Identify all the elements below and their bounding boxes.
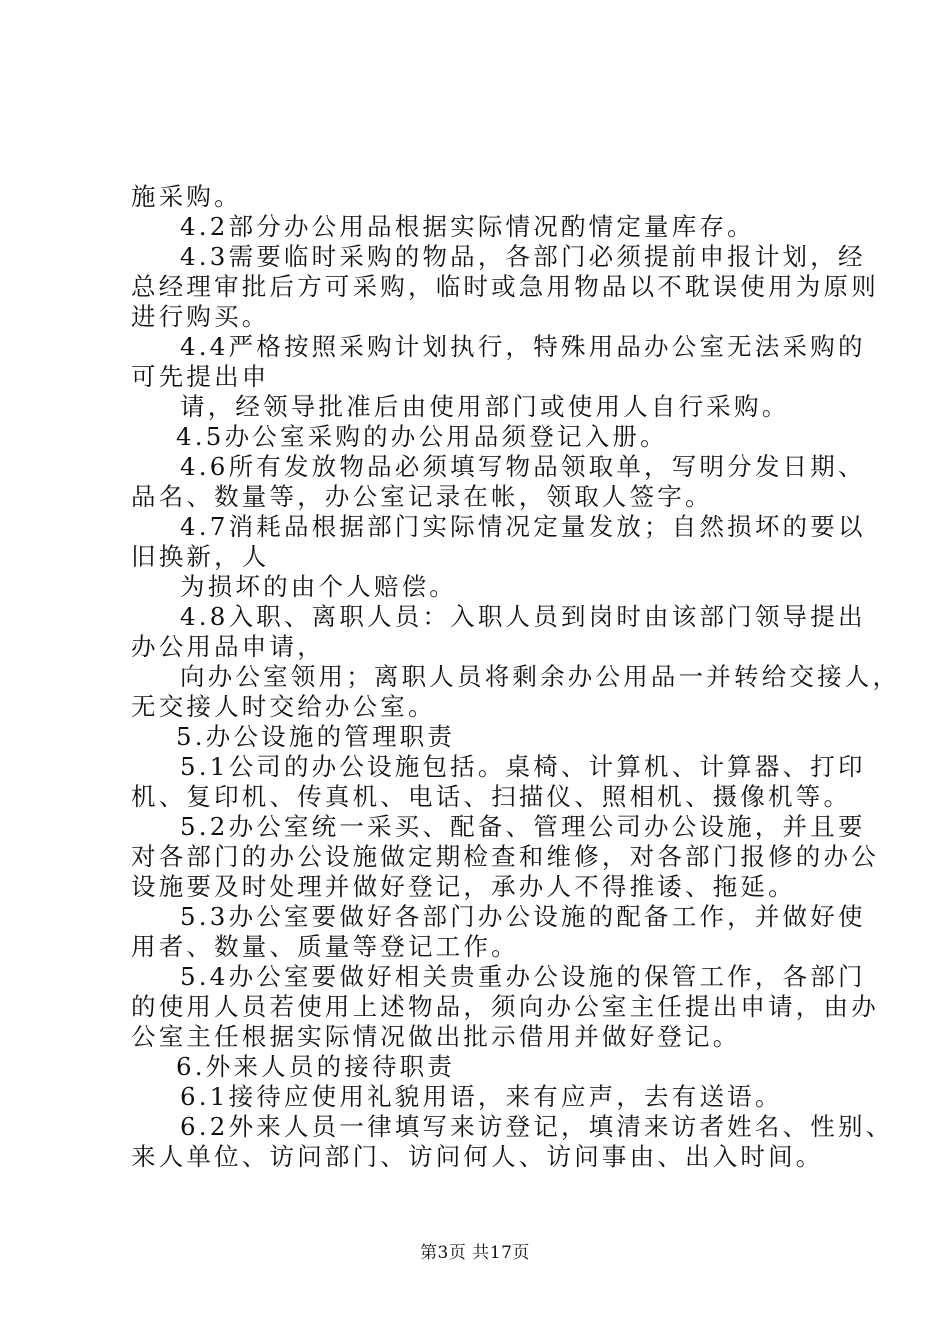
text-line: 4.2部分办公用品根据实际情况酌情定量库存。 xyxy=(180,212,755,241)
text-line: 可先提出申 xyxy=(131,362,270,391)
text-line: 4.8入职、离职人员：入职人员到岗时由该部门领导提出 xyxy=(180,602,866,631)
text-line: 无交接人时交给办公室。 xyxy=(131,692,436,721)
text-line: 请，经领导批准后由使用部门或使用人自行采购。 xyxy=(180,392,790,421)
text-line: 向办公室领用；离职人员将剩余办公用品一并转给交接人， xyxy=(180,662,901,691)
text-line: 旧换新，人 xyxy=(131,542,270,571)
text-line: 5.1公司的办公设施包括。桌椅、计算机、计算器、打印 xyxy=(180,752,866,781)
text-line: 品名、数量等，办公室记录在帐，领取人签字。 xyxy=(131,482,713,511)
text-line: 4.4严格按照采购计划执行，特殊用品办公室无法采购的 xyxy=(180,332,866,361)
section-heading: 6.外来人员的接待职责 xyxy=(176,1052,456,1081)
section-heading: 5.办公设施的管理职责 xyxy=(176,722,456,751)
text-line: 施采购。 xyxy=(131,182,242,211)
text-line: 4.3需要临时采购的物品，各部门必须提前申报计划，经 xyxy=(180,242,866,271)
text-line: 设施要及时处理并做好登记，承办人不得推诿、拖延。 xyxy=(131,872,796,901)
text-line: 的使用人员若使用上述物品，须向办公室主任提出申请，由办 xyxy=(131,992,879,1021)
text-line: 5.3办公室要做好各部门办公设施的配备工作，并做好使 xyxy=(180,902,866,931)
text-line: 4.6所有发放物品必须填写物品领取单，写明分发日期、 xyxy=(180,452,866,481)
text-line: 用者、数量、质量等登记工作。 xyxy=(131,932,519,961)
text-line: 来人单位、访问部门、访问何人、访问事由、出入时间。 xyxy=(131,1142,824,1171)
text-line: 4.5办公室采购的办公用品须登记入册。 xyxy=(176,422,668,451)
text-line: 办公用品申请， xyxy=(131,632,325,661)
text-line: 6.2外来人员一律填写来访登记，填清来访者姓名、性别、 xyxy=(180,1112,894,1141)
page-number-footer: 第3页 共17页 xyxy=(420,1243,530,1263)
text-line: 机、复印机、传真机、电话、扫描仪、照相机、摄像机等。 xyxy=(131,782,852,811)
text-line: 5.2办公室统一采买、配备、管理公司办公设施，并且要 xyxy=(180,812,866,841)
text-line: 总经理审批后方可采购，临时或急用物品以不耽误使用为原则 xyxy=(131,272,879,301)
text-line: 对各部门的办公设施做定期检查和维修，对各部门报修的办公 xyxy=(131,842,879,871)
text-line: 为损坏的由个人赔偿。 xyxy=(180,572,457,601)
text-line: 4.7消耗品根据部门实际情况定量发放；自然损坏的要以 xyxy=(180,512,866,541)
text-line: 进行购买。 xyxy=(131,302,270,331)
text-line: 6.1接待应使用礼貌用语，来有应声，去有送语。 xyxy=(180,1082,783,1111)
text-line: 5.4办公室要做好相关贵重办公设施的保管工作，各部门 xyxy=(180,962,866,991)
text-line: 公室主任根据实际情况做出批示借用并做好登记。 xyxy=(131,1022,741,1051)
